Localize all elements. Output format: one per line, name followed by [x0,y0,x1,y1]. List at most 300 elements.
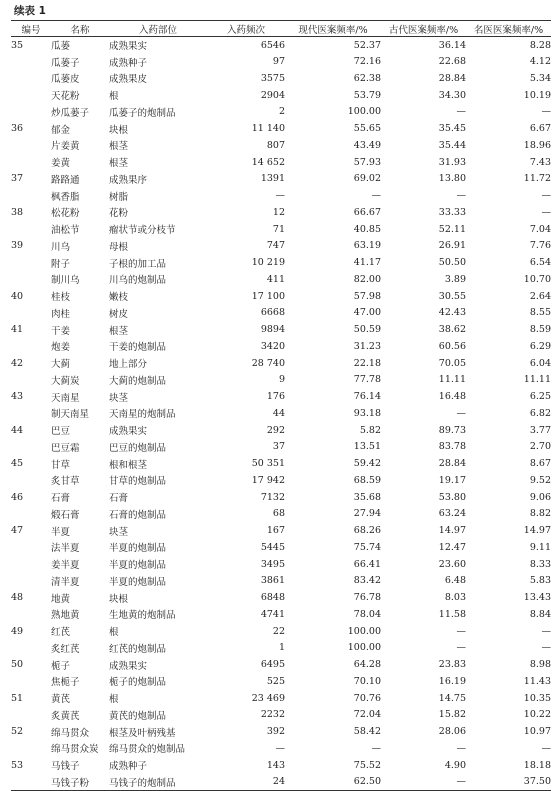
cell-no [11,506,51,523]
cell-no [11,154,51,171]
cell-name: 大蓟炭 [51,375,80,387]
cell-no: 52 [11,726,24,738]
table-row [11,104,551,121]
cell-part: 块根 [109,593,129,605]
cell-part: 瓜蒌子的炮制品 [109,107,176,119]
cell-ancient-rate: 38.62 [438,324,466,336]
cell-name: 煅石膏 [51,509,80,521]
cell-frequency: 7132 [260,491,285,503]
cell-name: 制天南星 [51,409,90,421]
cell-modern-rate: 66.41 [353,558,381,570]
table-row [11,589,551,606]
cell-part: 根茎 [109,158,129,170]
cell-part: 嫩枝 [109,292,129,304]
cell-part: 半夏的炮制品 [109,543,167,555]
cell-frequency: 392 [266,726,285,738]
cell-famous-rate: 5.83 [529,575,551,587]
cell-modern-rate: — [371,742,381,754]
cell-no: 35 [11,39,24,51]
cell-ancient-rate: 28.84 [438,72,466,84]
cell-modern-rate: 62.38 [353,72,381,84]
cell-no: 49 [11,625,24,637]
cell-name: 法半夏 [51,543,80,555]
cell-modern-rate: 72.16 [353,56,381,68]
cell-name: 瓜蒌 [51,41,71,53]
cell-no: 41 [11,324,24,336]
cell-name: 炙甘草 [51,476,80,488]
cell-modern-rate: 43.49 [353,139,381,151]
cell-part: 花粉 [109,208,129,220]
table-row [11,656,551,673]
table-row [11,187,551,204]
cell-name: 附子 [51,258,71,270]
cell-famous-rate: 14.97 [523,525,551,537]
cell-name: 炙黄芪 [51,710,80,722]
cell-famous-rate: 8.55 [529,307,551,319]
cell-part: 生地黄的炮制品 [109,610,176,622]
cell-frequency: 1 [278,642,285,654]
cell-part: 黄芪的炮制品 [109,710,167,722]
cell-name: 姜黄 [51,158,71,170]
table-row [11,355,551,372]
cell-famous-rate: 8.33 [529,558,551,570]
cell-frequency: 6668 [260,307,285,319]
cell-no [11,87,51,104]
table-row [11,338,551,355]
cell-ancient-rate: 36.14 [438,39,466,51]
cell-ancient-rate: — [456,642,466,654]
cell-modern-rate: 41.17 [353,257,381,269]
cell-modern-rate: 70.10 [353,675,381,687]
cell-famous-rate: 7.04 [529,223,551,235]
cell-name: 红芪 [51,627,71,639]
cell-modern-rate: 59.42 [353,458,381,470]
cell-modern-rate: 78.04 [353,608,381,620]
cell-famous-rate: 9.52 [529,474,551,486]
herb-frequency-table [11,20,551,791]
cell-name: 炙红芪 [51,643,80,655]
cell-ancient-rate: 13.80 [438,173,466,185]
cell-no [11,221,51,238]
cell-famous-rate: — [541,742,551,754]
cell-frequency: 5445 [260,541,285,553]
cell-part: 绵马贯众的炮制品 [109,744,186,756]
cell-name: 松花粉 [51,208,80,220]
cell-ancient-rate: 8.03 [444,592,466,604]
cell-name: 干姜 [51,325,71,337]
cell-ancient-rate: 6.48 [444,575,466,587]
cell-famous-rate: 7.76 [529,240,551,252]
cell-ancient-rate: 53.80 [438,491,466,503]
cell-modern-rate: 62.50 [353,776,381,788]
cell-name: 甘草 [51,459,71,471]
cell-no: 42 [11,357,24,369]
cell-ancient-rate: 11.58 [438,608,466,620]
cell-modern-rate: 52.37 [353,39,381,51]
cell-frequency: 23 469 [251,692,285,704]
table-row [11,372,551,389]
table-row [11,70,551,87]
cell-famous-rate: 6.04 [529,357,551,369]
cell-famous-rate: 2.70 [529,441,551,453]
table-row [11,120,551,137]
table-caption: 续表 1 [14,5,46,17]
cell-frequency: 1391 [260,173,285,185]
cell-famous-rate: 18.96 [523,139,551,151]
cell-ancient-rate: 14.97 [438,525,466,537]
cell-part: 块茎 [109,526,129,538]
cell-no: 43 [11,391,24,403]
cell-name: 焦栀子 [51,677,80,689]
cell-ancient-rate: — [456,407,466,419]
cell-no [11,70,51,87]
table-row [11,171,551,188]
cell-no [11,305,51,322]
cell-ancient-rate: 83.78 [438,441,466,453]
cell-ancient-rate: 50.50 [438,257,466,269]
cell-modern-rate: 76.14 [353,391,381,403]
cell-no [11,606,51,623]
cell-part: 成熟果实 [109,41,148,53]
cell-frequency: 747 [266,240,285,252]
cell-modern-rate: 35.68 [353,491,381,503]
header-name: 名称 [70,24,90,36]
cell-modern-rate: 70.76 [353,692,381,704]
cell-name: 瓜蒌皮 [51,74,80,86]
cell-name: 天南星 [51,392,80,404]
cell-ancient-rate: 34.30 [438,89,466,101]
cell-famous-rate: 10.70 [523,273,551,285]
cell-part: 干姜的炮制品 [109,342,167,354]
table-row [11,690,551,707]
cell-part: 甘草的炮制品 [109,476,167,488]
cell-name: 绵马贯众炭 [51,744,99,756]
cell-part: 树脂 [109,191,129,203]
cell-ancient-rate: — [456,190,466,202]
cell-frequency: 4741 [260,608,285,620]
cell-modern-rate: 69.02 [353,173,381,185]
cell-frequency: 14 652 [251,156,285,168]
table-header-row [11,21,551,37]
cell-famous-rate: 6.29 [529,340,551,352]
cell-no: 44 [11,424,24,436]
cell-no [11,104,51,121]
cell-famous-rate: 2.64 [529,290,551,302]
cell-modern-rate: 13.51 [353,441,381,453]
cell-famous-rate: 11.11 [523,374,551,386]
cell-part: 地上部分 [109,359,148,371]
cell-ancient-rate: 28.84 [438,458,466,470]
table-row [11,506,551,523]
cell-modern-rate: 93.18 [353,407,381,419]
cell-ancient-rate: — [456,742,466,754]
cell-part: 子根的加工品 [109,258,167,270]
cell-ancient-rate: 28.06 [438,726,466,738]
cell-frequency: 3861 [260,575,285,587]
cell-no [11,539,51,556]
cell-part: 母根 [109,241,129,253]
table-row [11,740,551,757]
cell-famous-rate: 8.98 [529,659,551,671]
cell-frequency: 10 219 [251,257,285,269]
cell-name: 炮姜 [51,342,71,354]
cell-part: 块根 [109,124,129,136]
cell-modern-rate: 31.23 [353,340,381,352]
cell-frequency: 9 [278,374,285,386]
cell-part: 根和根茎 [109,459,148,471]
cell-famous-rate: 5.34 [529,72,551,84]
cell-ancient-rate: 19.17 [438,474,466,486]
cell-no [11,271,51,288]
table-row [11,623,551,640]
cell-famous-rate: 8.28 [529,39,551,51]
table-row [11,388,551,405]
cell-modern-rate: 83.42 [353,575,381,587]
cell-famous-rate: 9.11 [529,541,551,553]
cell-famous-rate: 6.82 [529,407,551,419]
table-row [11,472,551,489]
cell-part: 川乌的炮制品 [109,275,167,287]
table-row [11,606,551,623]
table-row [11,254,551,271]
cell-famous-rate: 18.18 [523,759,551,771]
cell-no [11,740,51,757]
cell-ancient-rate: 3.89 [444,273,466,285]
cell-name: 黄芪 [51,694,71,706]
cell-part: 天南星的炮制品 [109,409,176,421]
cell-frequency: 28 740 [251,357,285,369]
cell-ancient-rate: 33.33 [438,206,466,218]
cell-modern-rate: 63.19 [353,240,381,252]
cell-ancient-rate: 52.11 [438,223,466,235]
cell-modern-rate: 64.28 [353,659,381,671]
cell-modern-rate: 100.00 [347,106,381,118]
table-row [11,489,551,506]
cell-name: 熟地黄 [51,610,80,622]
table-row [11,640,551,657]
cell-name: 肉桂 [51,308,71,320]
cell-modern-rate: 57.98 [353,290,381,302]
header-ancient-rate: 古代医案频率/% [388,24,459,36]
cell-no: 50 [11,659,24,671]
cell-frequency: 6848 [260,592,285,604]
cell-frequency: 3420 [260,340,285,352]
cell-part: 成熟果实 [109,426,148,438]
cell-famous-rate: 6.54 [529,257,551,269]
cell-modern-rate: 27.94 [353,508,381,520]
table-row [11,774,551,791]
cell-name: 郁金 [51,124,71,136]
cell-ancient-rate: 23.83 [438,659,466,671]
cell-frequency: 97 [272,56,285,68]
cell-name: 大蓟 [51,359,71,371]
cell-no: 37 [11,173,24,185]
table-row [11,707,551,724]
cell-modern-rate: 22.18 [353,357,381,369]
cell-name: 路路通 [51,174,80,186]
cell-ancient-rate: 26.91 [438,240,466,252]
cell-no [11,707,51,724]
cell-name: 片姜黄 [51,141,80,153]
cell-ancient-rate: 14.75 [438,692,466,704]
cell-famous-rate: 37.50 [523,776,551,788]
cell-no: 45 [11,458,24,470]
cell-modern-rate: 58.42 [353,726,381,738]
cell-no [11,439,51,456]
cell-name: 绵马贯众 [51,727,90,739]
cell-frequency: 12 [272,206,285,218]
cell-modern-rate: 100.00 [347,642,381,654]
cell-modern-rate: 55.65 [353,123,381,135]
cell-ancient-rate: 4.90 [444,759,466,771]
cell-no: 53 [11,759,24,771]
cell-frequency: 2232 [260,709,285,721]
cell-frequency: 24 [272,776,285,788]
cell-no [11,372,51,389]
cell-famous-rate: 8.67 [529,458,551,470]
cell-no [11,640,51,657]
cell-modern-rate: 75.52 [353,759,381,771]
cell-frequency: 292 [266,424,285,436]
cell-modern-rate: 77.78 [353,374,381,386]
header-frequency: 入药频次 [226,24,265,36]
cell-frequency: 525 [266,675,285,687]
table-row [11,455,551,472]
cell-frequency: 50 351 [251,458,285,470]
cell-no [11,187,51,204]
cell-famous-rate: 9.06 [529,491,551,503]
table-row [11,405,551,422]
cell-frequency: 44 [272,407,285,419]
cell-frequency: 167 [266,525,285,537]
header-no: 编号 [21,24,41,36]
cell-part: 红芪的炮制品 [109,643,167,655]
cell-ancient-rate: 31.93 [438,156,466,168]
cell-frequency: 11 140 [251,123,285,135]
cell-famous-rate: 4.12 [529,56,551,68]
cell-ancient-rate: 35.45 [438,123,466,135]
table-row [11,221,551,238]
cell-modern-rate: 5.82 [359,424,381,436]
table-row [11,539,551,556]
cell-no: 48 [11,592,24,604]
cell-name: 制川乌 [51,275,80,287]
cell-famous-rate: — [541,625,551,637]
cell-name: 桂枝 [51,292,71,304]
cell-famous-rate: 7.43 [529,156,551,168]
cell-part: 树皮 [109,308,129,320]
cell-name: 枫香脂 [51,191,80,203]
table-row [11,271,551,288]
cell-famous-rate: — [541,190,551,202]
cell-frequency: 17 100 [251,290,285,302]
cell-frequency: 9894 [260,324,285,336]
cell-ancient-rate: 22.68 [438,56,466,68]
table-row [11,573,551,590]
cell-no [11,137,51,154]
cell-frequency: 2 [278,106,285,118]
cell-part: 块茎 [109,392,129,404]
cell-frequency: 3495 [260,558,285,570]
cell-part: 巴豆的炮制品 [109,442,167,454]
cell-frequency: 71 [272,223,285,235]
cell-no: 36 [11,123,24,135]
cell-name: 栀子 [51,660,71,672]
cell-name: 炒瓜蒌子 [51,107,90,119]
cell-ancient-rate: 15.82 [438,709,466,721]
cell-no [11,53,51,70]
cell-modern-rate: 47.00 [353,307,381,319]
cell-name: 地黄 [51,593,71,605]
cell-famous-rate: 11.43 [523,675,551,687]
cell-part: 半夏的炮制品 [109,576,167,588]
cell-frequency: 6546 [260,39,285,51]
table-row [11,305,551,322]
table-row [11,723,551,740]
cell-part: 根茎 [109,141,129,153]
cell-name: 巴豆 [51,426,71,438]
cell-frequency: — [275,742,285,754]
cell-famous-rate: 13.43 [523,592,551,604]
cell-modern-rate: 75.74 [353,541,381,553]
cell-no [11,472,51,489]
cell-famous-rate: 6.67 [529,123,551,135]
cell-part: 成熟果序 [109,174,148,186]
cell-modern-rate: 40.85 [353,223,381,235]
cell-ancient-rate: 11.11 [438,374,466,386]
cell-ancient-rate: — [456,776,466,788]
cell-no [11,673,51,690]
cell-famous-rate: 10.97 [523,726,551,738]
cell-famous-rate: — [541,642,551,654]
table-row [11,87,551,104]
cell-name: 石膏 [51,493,71,505]
cell-part: 石膏 [109,493,129,505]
cell-famous-rate: — [541,206,551,218]
cell-modern-rate: 82.00 [353,273,381,285]
cell-part: 成熟种子 [109,57,148,69]
cell-no: 39 [11,240,24,252]
cell-frequency: 2904 [260,89,285,101]
table-row [11,522,551,539]
cell-ancient-rate: 63.24 [438,508,466,520]
cell-ancient-rate: 16.19 [438,675,466,687]
cell-name: 油松节 [51,225,80,237]
cell-frequency: 68 [272,508,285,520]
cell-part: 石膏的炮制品 [109,509,167,521]
cell-frequency: 411 [266,273,285,285]
cell-no [11,556,51,573]
cell-modern-rate: 72.04 [353,709,381,721]
cell-ancient-rate: 23.60 [438,558,466,570]
cell-name: 天花粉 [51,91,80,103]
cell-no: 47 [11,525,24,537]
table-row [11,757,551,774]
cell-frequency: 6495 [260,659,285,671]
cell-famous-rate: 8.59 [529,324,551,336]
cell-part: 大蓟的炮制品 [109,375,167,387]
cell-ancient-rate: — [456,625,466,637]
cell-no [11,573,51,590]
table-row [11,137,551,154]
table-body [11,37,551,791]
cell-famous-rate: 6.25 [529,391,551,403]
cell-name: 马钱子 [51,761,80,773]
cell-modern-rate: 68.26 [353,525,381,537]
cell-no: 40 [11,290,24,302]
cell-no [11,338,51,355]
cell-part: 栀子的炮制品 [109,677,167,689]
